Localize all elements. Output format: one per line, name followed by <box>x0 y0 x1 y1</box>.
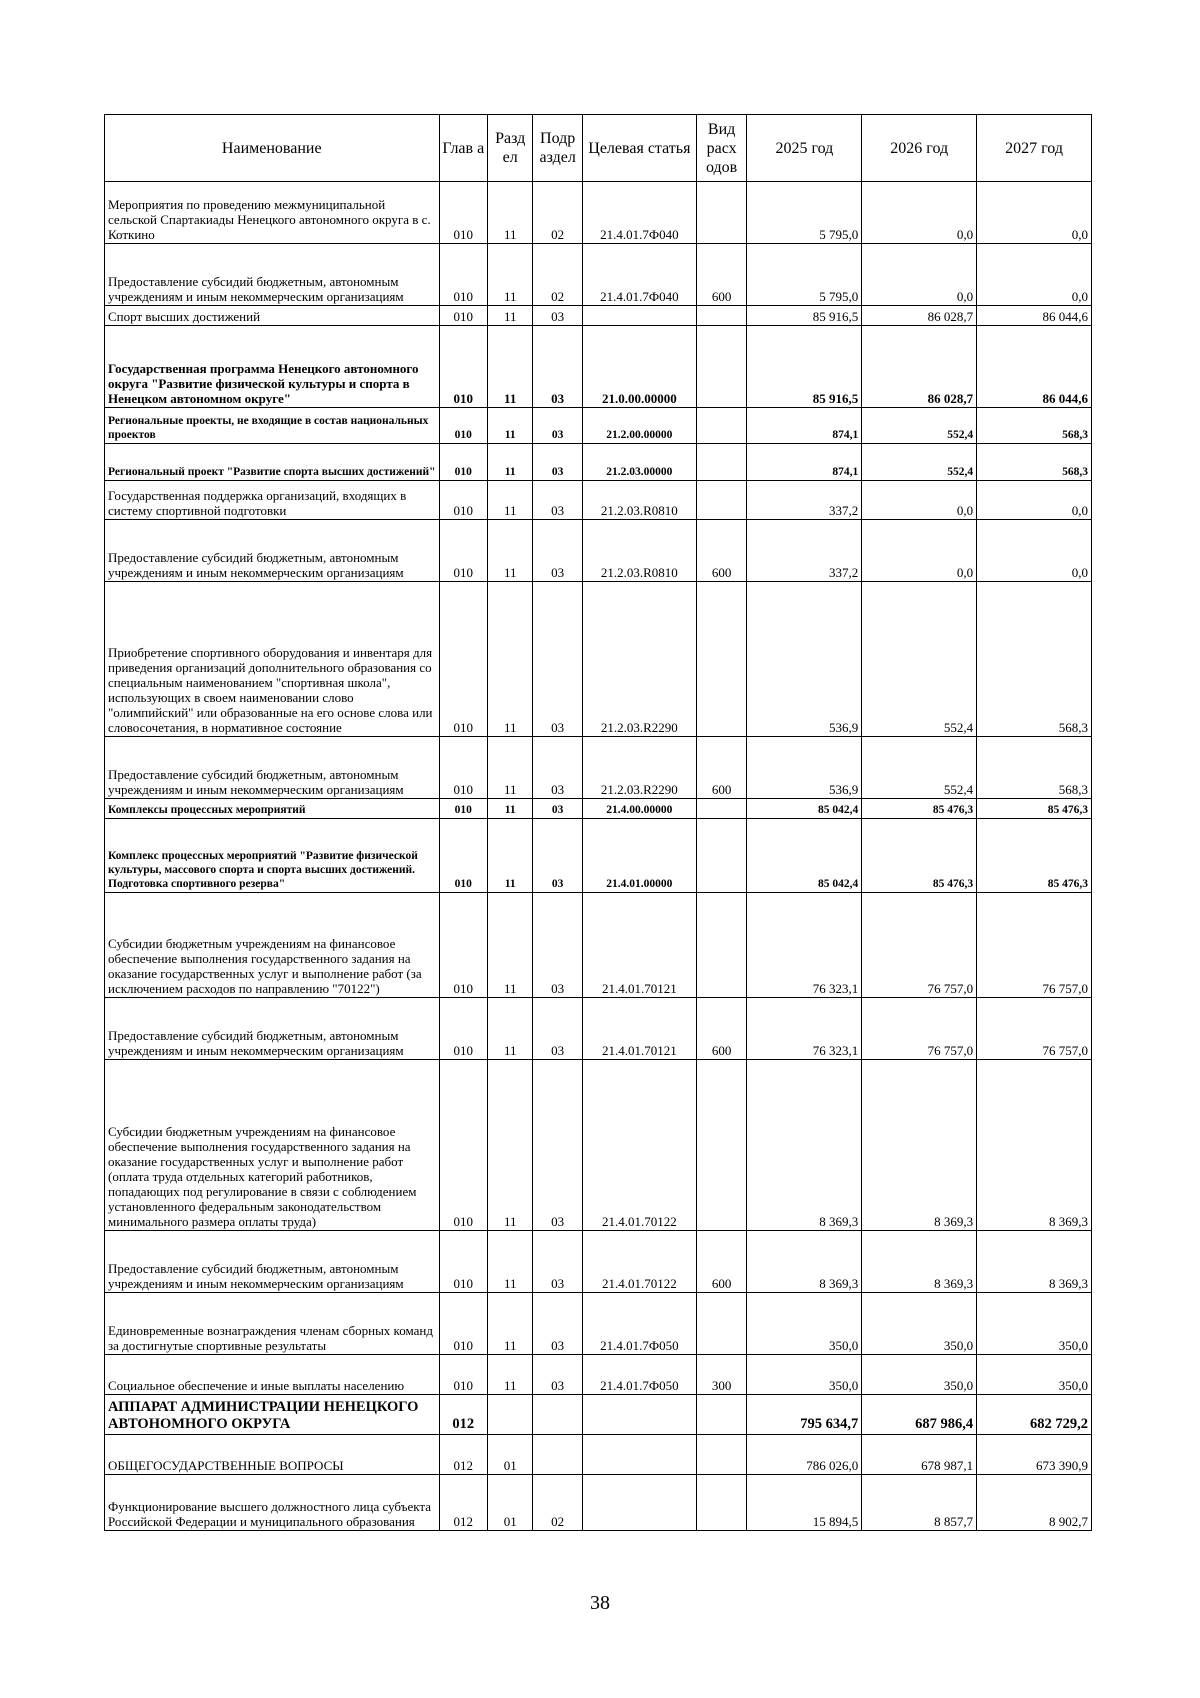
row-glava: 010 <box>439 444 488 481</box>
row-glava: 010 <box>439 1293 488 1355</box>
row-vid <box>696 182 747 244</box>
row-amount-2026: 8 369,3 <box>862 1060 977 1231</box>
row-amount-2027: 8 369,3 <box>977 1060 1092 1231</box>
row-razdel: 11 <box>488 799 533 819</box>
row-amount-2027: 568,3 <box>977 737 1092 799</box>
row-glava: 010 <box>439 819 488 893</box>
row-podrazdel: 03 <box>533 998 583 1060</box>
row-amount-2025: 85 916,5 <box>747 306 862 326</box>
row-glava: 010 <box>439 1060 488 1231</box>
row-amount-2025: 5 795,0 <box>747 182 862 244</box>
row-amount-2025: 85 042,4 <box>747 799 862 819</box>
table-body <box>105 182 1092 1531</box>
row-name: Комплекс процессных мероприятий "Развитие физической культуры, массового спорта и спорта высших достижений. Подготовка спортивного резерва" <box>105 819 440 893</box>
row-amount-2027: 568,3 <box>977 408 1092 444</box>
row-amount-2027: 568,3 <box>977 444 1092 481</box>
row-podrazdel: 02 <box>533 1475 583 1531</box>
row-podrazdel: 03 <box>533 582 583 737</box>
row-statya: 21.2.00.00000 <box>583 408 697 444</box>
row-amount-2026: 85 476,3 <box>862 799 977 819</box>
header-glava: Глав а <box>439 115 488 182</box>
table-row <box>105 737 1092 799</box>
row-amount-2027: 76 757,0 <box>977 998 1092 1060</box>
row-amount-2026: 552,4 <box>862 408 977 444</box>
table-row <box>105 306 1092 326</box>
row-statya: 21.4.01.7Ф040 <box>583 182 697 244</box>
row-glava: 010 <box>439 1355 488 1395</box>
row-glava: 010 <box>439 582 488 737</box>
row-statya: 21.4.00.00000 <box>583 799 697 819</box>
row-amount-2025: 350,0 <box>747 1293 862 1355</box>
row-amount-2027: 0,0 <box>977 244 1092 306</box>
table-row <box>105 1475 1092 1531</box>
row-amount-2026: 76 757,0 <box>862 893 977 998</box>
row-amount-2027: 76 757,0 <box>977 893 1092 998</box>
row-podrazdel <box>533 1435 583 1475</box>
row-vid <box>696 408 747 444</box>
row-amount-2027: 8 369,3 <box>977 1231 1092 1293</box>
row-vid <box>696 481 747 520</box>
row-name: Предоставление субсидий бюджетным, автономным учреждениям и иным некоммерческим организациям <box>105 998 440 1060</box>
row-vid: 600 <box>696 737 747 799</box>
header-row <box>105 115 1092 182</box>
header-2027: 2027 год <box>977 115 1092 182</box>
row-amount-2026: 350,0 <box>862 1293 977 1355</box>
row-podrazdel: 03 <box>533 1060 583 1231</box>
row-statya: 21.4.01.7Ф050 <box>583 1293 697 1355</box>
row-amount-2026: 0,0 <box>862 182 977 244</box>
row-podrazdel: 03 <box>533 326 583 408</box>
row-glava: 010 <box>439 244 488 306</box>
table-row <box>105 582 1092 737</box>
row-amount-2026: 76 757,0 <box>862 998 977 1060</box>
row-amount-2026: 86 028,7 <box>862 326 977 408</box>
row-amount-2025: 795 634,7 <box>747 1395 862 1435</box>
row-amount-2027: 0,0 <box>977 481 1092 520</box>
row-amount-2025: 536,9 <box>747 582 862 737</box>
header-vid: Вид расх одов <box>696 115 747 182</box>
row-razdel: 11 <box>488 408 533 444</box>
row-vid: 300 <box>696 1355 747 1395</box>
row-vid <box>696 582 747 737</box>
row-razdel: 11 <box>488 244 533 306</box>
row-name: Спорт высших достижений <box>105 306 440 326</box>
table-row <box>105 444 1092 481</box>
row-vid: 600 <box>696 244 747 306</box>
row-name: Предоставление субсидий бюджетным, автономным учреждениям и иным некоммерческим организациям <box>105 1231 440 1293</box>
row-amount-2027: 673 390,9 <box>977 1435 1092 1475</box>
row-vid <box>696 1395 747 1435</box>
row-vid <box>696 893 747 998</box>
row-podrazdel <box>533 1395 583 1435</box>
row-vid <box>696 306 747 326</box>
row-glava: 010 <box>439 408 488 444</box>
row-amount-2027: 85 476,3 <box>977 819 1092 893</box>
row-amount-2027: 350,0 <box>977 1293 1092 1355</box>
row-glava: 010 <box>439 481 488 520</box>
row-razdel: 11 <box>488 582 533 737</box>
table-row <box>105 1355 1092 1395</box>
row-vid: 600 <box>696 520 747 582</box>
row-vid: 600 <box>696 1231 747 1293</box>
row-glava: 010 <box>439 306 488 326</box>
header-2025: 2025 год <box>747 115 862 182</box>
row-glava: 010 <box>439 799 488 819</box>
row-podrazdel: 03 <box>533 893 583 998</box>
table-row <box>105 1060 1092 1231</box>
row-amount-2025: 76 323,1 <box>747 998 862 1060</box>
table-row <box>105 819 1092 893</box>
row-glava: 012 <box>439 1435 488 1475</box>
row-amount-2027: 350,0 <box>977 1355 1092 1395</box>
row-podrazdel: 03 <box>533 408 583 444</box>
row-statya: 21.4.01.70121 <box>583 893 697 998</box>
table-row <box>105 182 1092 244</box>
row-name: Социальное обеспечение и иные выплаты населению <box>105 1355 440 1395</box>
row-amount-2026: 552,4 <box>862 737 977 799</box>
row-podrazdel: 03 <box>533 819 583 893</box>
row-statya: 21.0.00.00000 <box>583 326 697 408</box>
row-glava: 010 <box>439 326 488 408</box>
row-name: Приобретение спортивного оборудования и инвентаря для приведения организаций дополнительного образования со специальным наименованием "спортивная школа", использующих в своем наименовании слово "олимпийский" или образованные на его основе слова или словосочетания, в нормативное состояние <box>105 582 440 737</box>
row-amount-2025: 76 323,1 <box>747 893 862 998</box>
row-amount-2026: 86 028,7 <box>862 306 977 326</box>
row-amount-2025: 874,1 <box>747 408 862 444</box>
row-podrazdel: 03 <box>533 1355 583 1395</box>
table-row <box>105 408 1092 444</box>
row-razdel <box>488 1395 533 1435</box>
row-vid <box>696 1293 747 1355</box>
row-amount-2025: 15 894,5 <box>747 1475 862 1531</box>
row-razdel: 11 <box>488 481 533 520</box>
row-name: Единовременные вознаграждения членам сборных команд за достигнутые спортивные результаты <box>105 1293 440 1355</box>
row-amount-2025: 874,1 <box>747 444 862 481</box>
table-row <box>105 1293 1092 1355</box>
table-row <box>105 1435 1092 1475</box>
row-amount-2026: 350,0 <box>862 1355 977 1395</box>
table-header <box>105 115 1092 182</box>
row-name: ОБЩЕГОСУДАРСТВЕННЫЕ ВОПРОСЫ <box>105 1435 440 1475</box>
page-number: 38 <box>590 1592 610 1614</box>
row-name: Региональный проект "Развитие спорта высших достижений" <box>105 444 440 481</box>
table-row <box>105 1231 1092 1293</box>
row-podrazdel: 03 <box>533 1231 583 1293</box>
row-statya <box>583 1435 697 1475</box>
row-amount-2026: 0,0 <box>862 244 977 306</box>
budget-table <box>104 114 1092 1531</box>
row-amount-2025: 337,2 <box>747 520 862 582</box>
row-statya: 21.2.03.R0810 <box>583 481 697 520</box>
row-razdel: 11 <box>488 1293 533 1355</box>
row-amount-2027: 0,0 <box>977 520 1092 582</box>
row-amount-2025: 85 042,4 <box>747 819 862 893</box>
row-amount-2026: 8 369,3 <box>862 1231 977 1293</box>
row-razdel: 11 <box>488 182 533 244</box>
row-amount-2026: 552,4 <box>862 582 977 737</box>
header-2026: 2026 год <box>862 115 977 182</box>
row-podrazdel: 02 <box>533 244 583 306</box>
row-amount-2026: 85 476,3 <box>862 819 977 893</box>
row-statya <box>583 1395 697 1435</box>
row-amount-2025: 8 369,3 <box>747 1060 862 1231</box>
row-amount-2025: 8 369,3 <box>747 1231 862 1293</box>
table-row <box>105 481 1092 520</box>
row-statya <box>583 306 697 326</box>
row-glava: 012 <box>439 1475 488 1531</box>
table-row <box>105 893 1092 998</box>
row-podrazdel: 03 <box>533 306 583 326</box>
row-glava: 010 <box>439 1231 488 1293</box>
row-podrazdel: 03 <box>533 737 583 799</box>
row-vid <box>696 1060 747 1231</box>
header-razdel: Разд ел <box>488 115 533 182</box>
row-podrazdel: 03 <box>533 1293 583 1355</box>
row-razdel: 11 <box>488 520 533 582</box>
row-glava: 010 <box>439 737 488 799</box>
row-amount-2027: 0,0 <box>977 182 1092 244</box>
row-podrazdel: 03 <box>533 444 583 481</box>
row-statya: 21.2.03.00000 <box>583 444 697 481</box>
row-amount-2027: 568,3 <box>977 582 1092 737</box>
row-statya: 21.4.01.7Ф050 <box>583 1355 697 1395</box>
row-amount-2026: 0,0 <box>862 520 977 582</box>
row-name: Государственная программа Ненецкого автономного округа "Развитие физической культуры и спорта в Ненецком автономном округе" <box>105 326 440 408</box>
row-statya: 21.2.03.R2290 <box>583 582 697 737</box>
row-name: Мероприятия по проведению межмуниципальной сельской Спартакиады Ненецкого автономного округа в с. Коткино <box>105 182 440 244</box>
row-razdel: 11 <box>488 1355 533 1395</box>
row-name: Комплексы процессных мероприятий <box>105 799 440 819</box>
row-amount-2027: 86 044,6 <box>977 326 1092 408</box>
table-row <box>105 998 1092 1060</box>
row-amount-2027: 85 476,3 <box>977 799 1092 819</box>
row-razdel: 11 <box>488 326 533 408</box>
row-statya: 21.2.03.R0810 <box>583 520 697 582</box>
row-amount-2026: 8 857,7 <box>862 1475 977 1531</box>
row-name: Предоставление субсидий бюджетным, автономным учреждениям и иным некоммерческим организациям <box>105 244 440 306</box>
row-amount-2027: 682 729,2 <box>977 1395 1092 1435</box>
row-vid <box>696 1435 747 1475</box>
row-podrazdel: 02 <box>533 182 583 244</box>
header-statya: Целевая статья <box>583 115 697 182</box>
row-name: Функционирование высшего должностного лица субъекта Российской Федерации и муниципального образования <box>105 1475 440 1531</box>
row-statya: 21.4.01.7Ф040 <box>583 244 697 306</box>
row-amount-2026: 0,0 <box>862 481 977 520</box>
row-statya: 21.4.01.70122 <box>583 1060 697 1231</box>
row-amount-2026: 552,4 <box>862 444 977 481</box>
row-vid: 600 <box>696 998 747 1060</box>
row-vid <box>696 819 747 893</box>
row-podrazdel: 03 <box>533 481 583 520</box>
row-razdel: 11 <box>488 737 533 799</box>
header-podrazdel: Подр аздел <box>533 115 583 182</box>
row-razdel: 01 <box>488 1435 533 1475</box>
table-row <box>105 1395 1092 1435</box>
row-razdel: 11 <box>488 893 533 998</box>
row-amount-2025: 85 916,5 <box>747 326 862 408</box>
row-glava: 012 <box>439 1395 488 1435</box>
row-podrazdel: 03 <box>533 799 583 819</box>
row-amount-2025: 786 026,0 <box>747 1435 862 1475</box>
row-amount-2025: 536,9 <box>747 737 862 799</box>
row-amount-2025: 5 795,0 <box>747 244 862 306</box>
row-razdel: 11 <box>488 306 533 326</box>
row-glava: 010 <box>439 182 488 244</box>
row-razdel: 11 <box>488 819 533 893</box>
row-statya <box>583 1475 697 1531</box>
row-name: Государственная поддержка организаций, входящих в систему спортивной подготовки <box>105 481 440 520</box>
row-amount-2027: 86 044,6 <box>977 306 1092 326</box>
table-row <box>105 520 1092 582</box>
row-razdel: 11 <box>488 444 533 481</box>
row-name: Субсидии бюджетным учреждениям на финансовое обеспечение выполнения государственного задания на оказание государственных услуг и выполнение работ (оплата труда отдельных категорий работников, попадающих под регулирование в связи с соблюдением установленного федеральным законодательством минимального размера оплаты труда) <box>105 1060 440 1231</box>
row-name: Субсидии бюджетным учреждениям на финансовое обеспечение выполнения государственного задания на оказание государственных услуг и выполнение работ (за исключением расходов по направлению "70122") <box>105 893 440 998</box>
row-razdel: 11 <box>488 1231 533 1293</box>
row-razdel: 01 <box>488 1475 533 1531</box>
row-glava: 010 <box>439 520 488 582</box>
row-razdel: 11 <box>488 1060 533 1231</box>
table-row <box>105 244 1092 306</box>
row-amount-2025: 337,2 <box>747 481 862 520</box>
row-statya: 21.2.03.R2290 <box>583 737 697 799</box>
row-vid <box>696 799 747 819</box>
row-amount-2026: 687 986,4 <box>862 1395 977 1435</box>
row-statya: 21.4.01.70122 <box>583 1231 697 1293</box>
row-podrazdel: 03 <box>533 520 583 582</box>
row-statya: 21.4.01.70121 <box>583 998 697 1060</box>
row-glava: 010 <box>439 998 488 1060</box>
table-row <box>105 326 1092 408</box>
table-row <box>105 799 1092 819</box>
row-glava: 010 <box>439 893 488 998</box>
row-vid <box>696 1475 747 1531</box>
row-vid <box>696 444 747 481</box>
row-amount-2025: 350,0 <box>747 1355 862 1395</box>
row-name: Предоставление субсидий бюджетным, автономным учреждениям и иным некоммерческим организациям <box>105 737 440 799</box>
row-name: Предоставление субсидий бюджетным, автономным учреждениям и иным некоммерческим организациям <box>105 520 440 582</box>
row-statya: 21.4.01.00000 <box>583 819 697 893</box>
row-name: Региональные проекты, не входящие в состав национальных проектов <box>105 408 440 444</box>
header-name: Наименование <box>105 115 440 182</box>
row-amount-2027: 8 902,7 <box>977 1475 1092 1531</box>
row-name: АППАРАТ АДМИНИСТРАЦИИ НЕНЕЦКОГО АВТОНОМНОГО ОКРУГА <box>105 1395 440 1435</box>
row-razdel: 11 <box>488 998 533 1060</box>
row-vid <box>696 326 747 408</box>
row-amount-2026: 678 987,1 <box>862 1435 977 1475</box>
